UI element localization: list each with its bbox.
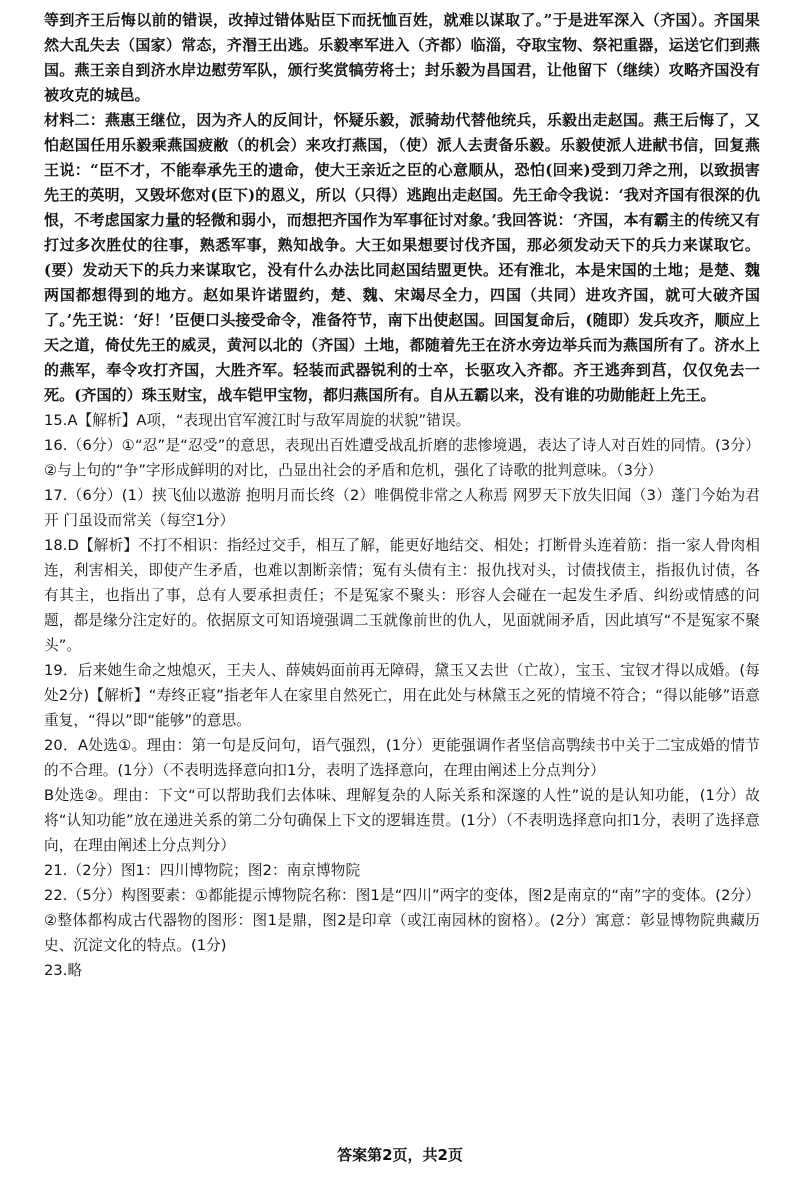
answer-19: 19．后来她生命之烛熄灭，王夫人、薛姨妈面前再无障碍，黛玉又去世（亡故），宝玉、宝钗才得以成婚。(每处2分)【解析】“寿终正寝”指老年人在家里自然死亡，用在此处与林黛玉之死的情境不符合；“得以能够”语意重复，“得以”即“能够”的意思。 (44, 662, 760, 729)
answer-16: 16.（6分）①“忍”是“忍受”的意思，表现出百姓遭受战乱折磨的悲惨境遇，表达了诗人对百姓的同情。(3分）②与上句的“争”字形成鲜明的对比，凸显出社会的矛盾和危机，强化了诗歌的批判意味。（3分） (44, 437, 760, 479)
page-footer: 答案第2页，共2页 (337, 1146, 463, 1164)
answer-20-a: 20．A处选①。理由：第一句是反问句，语气强烈，(1分）更能强调作者坚信高鹗续书中关于二宝成婚的情节的不合理。(1分）（不表明选择意向扣1分，表明了选择意向，在理由阐述上分点判分） (44, 737, 760, 779)
translation-paragraph-1: 等到齐王后悔以前的错误，改掉过错体贴臣下而抚恤百姓，就难以谋取了。”于是进军深入（齐国）。齐国果然大乱失去（国家）常态，齐湣王出逃。乐毅率军进入（齐都）临淄，夺取宝物、祭祀重器，运送它们到燕国。燕王亲自到济水岸边慰劳军队，颁行奖赏犒劳将士；封乐毅为昌国君，让他留下（继续）攻略齐国没有被攻克的城邑。 (44, 11, 760, 104)
answer-22: 22.（5分）构图要素：①都能提示博物院名称：图1是“四川”两字的变体，图2是南京的“南”字的变体。(2分）②整体都构成古代器物的图形：图1是鼎，图2是印章（或江南园林的窗格）。(2分）寓意：彰显博物院典藏历史、沉淀文化的特点。(1分) (44, 887, 760, 954)
answer-20-b: B处选②。理由：下文“可以帮助我们去体味、理解复杂的人际关系和深邃的人性”说的是认知功能，(1分）故将“认知功能”放在递进关系的第二分句确保上下文的逻辑连贯。(1分）（不表明选择意向扣1分，表明了选择意向，在理由阐述上分点判分） (44, 787, 760, 854)
answer-15: 15.A【解析】A项，“表现出官军渡江时与敌军周旋的状貌”错误。 (44, 412, 471, 429)
translation-paragraph-2: 材料二：燕惠王继位，因为齐人的反间计，怀疑乐毅，派骑劫代替他统兵，乐毅出走赵国。燕王后悔了，又怕赵国任用乐毅乘燕国疲敝（的机会）来攻打燕国，（使）派人去责备乐毅。乐毅使派人进献书信，回复燕王说：“臣不才，不能奉承先王的遗命，使大王亲近之臣的心意顺从，恐怕(回来)受到刀斧之刑，以致损害先王的英明，又毁坏您对(臣下)的恩义，所以（只得）逃跑出走赵国。先王命令我说：‘我对齐国有很深的仇恨，不考虑国家力量的轻微和弱小，而想把齐国作为军事征讨对象。’我回答说：‘齐国，本有霸主的传统又有打过多次胜仗的往事，熟悉军事，熟知战争。大王如果想要讨伐齐国，那必须发动天下的兵力来谋取它。(要）发动天下的兵力来谋取它，没有什么办法比同赵国结盟更快。还有淮北，本是宋国的土地；是楚、魏两国都想得到的地方。赵如果许诺盟约，楚、魏、宋竭尽全力，四国（共同）进攻齐国，就可大破齐国了。’先王说：‘好！’臣便口头接受命令，准备符节，南下出使赵国。回国复命后，(随即）发兵攻齐，顺应上天之道，倚仗先王的威灵，黄河以北的（齐国）土地，都随着先王在济水旁边举兵而为燕国所有了。济水上的燕军，奉令攻打齐国，大胜齐军。轻装而武器锐利的士卒，长驱攻入齐都。齐王逃奔到莒，仅仅免去一死。(齐国的）珠玉财宝，战车铠甲宝物，都归燕国所有。自从五霸以来，没有谁的功勋能赶上先王。 (44, 111, 760, 404)
answer-18: 18.D【解析】不打不相识：指经过交手，相互了解，能更好地结交、相处；打断骨头连着筋：指一家人骨肉相连，利害相关，即使产生矛盾，也难以割断亲情；冤有头债有主：报仇找对头，讨债找债主，指报仇讨债，各有其主，也指出了事，总有人要承担责任；不是冤家不聚头：形容人会碰在一起发生矛盾、纠纷或情感的问题，都是缘分注定好的。依据原文可知语境强调二玉就像前世的仇人，见面就闹矛盾，因此填写“不是冤家不聚头”。 (44, 537, 760, 654)
answer-21: 21.（2分）图1：四川博物院；图2：南京博物院 (44, 862, 361, 879)
answer-23: 23.略 (44, 962, 83, 979)
answer-17: 17.（6分）(1）挟飞仙以遨游 抱明月而长终（2）唯偶傥非常之人称焉 网罗天下放失旧闻（3）蓬门今始为君开 门虽设而常关（每空1分） (44, 487, 760, 529)
page-content (44, 8, 760, 983)
